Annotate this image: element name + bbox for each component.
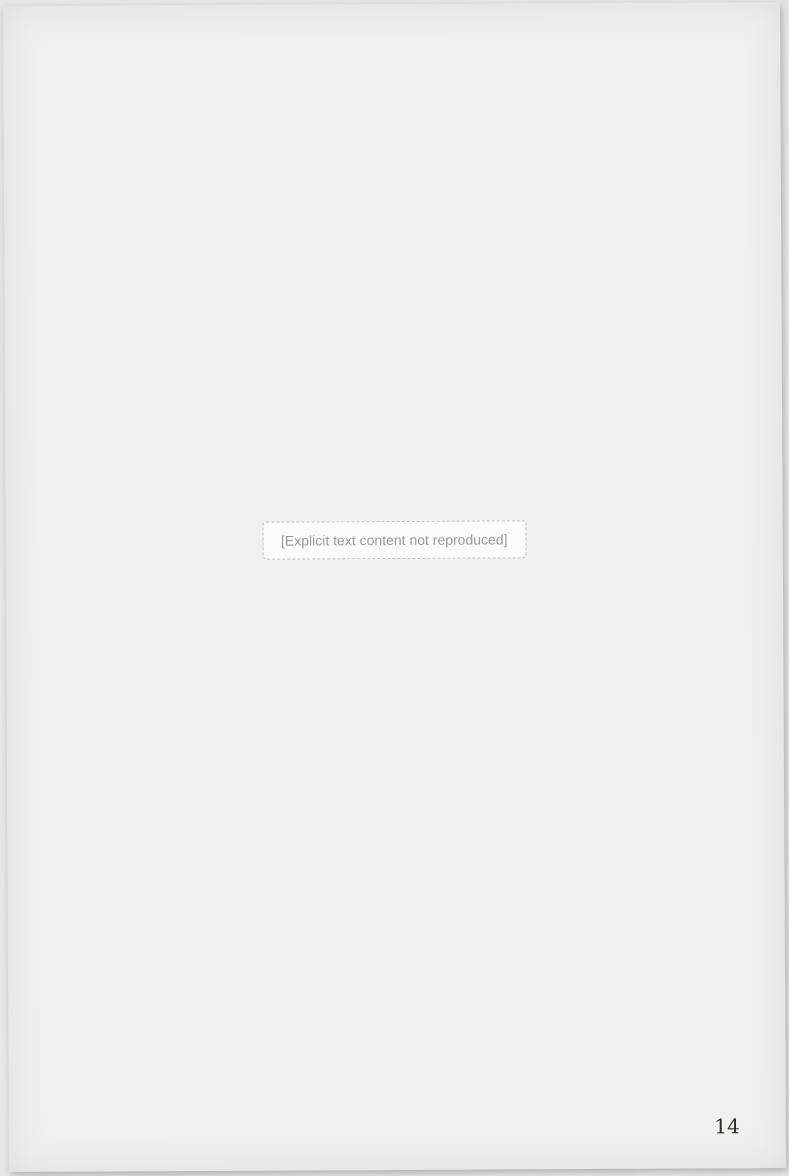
vertical-text-block-bottom [46, 592, 746, 1086]
scanned-page [3, 2, 786, 1172]
vertical-text-block-top [43, 52, 743, 546]
page-number: 14 [714, 1114, 740, 1139]
redaction-notice: [Explicit text content not reproduced] [262, 521, 527, 560]
